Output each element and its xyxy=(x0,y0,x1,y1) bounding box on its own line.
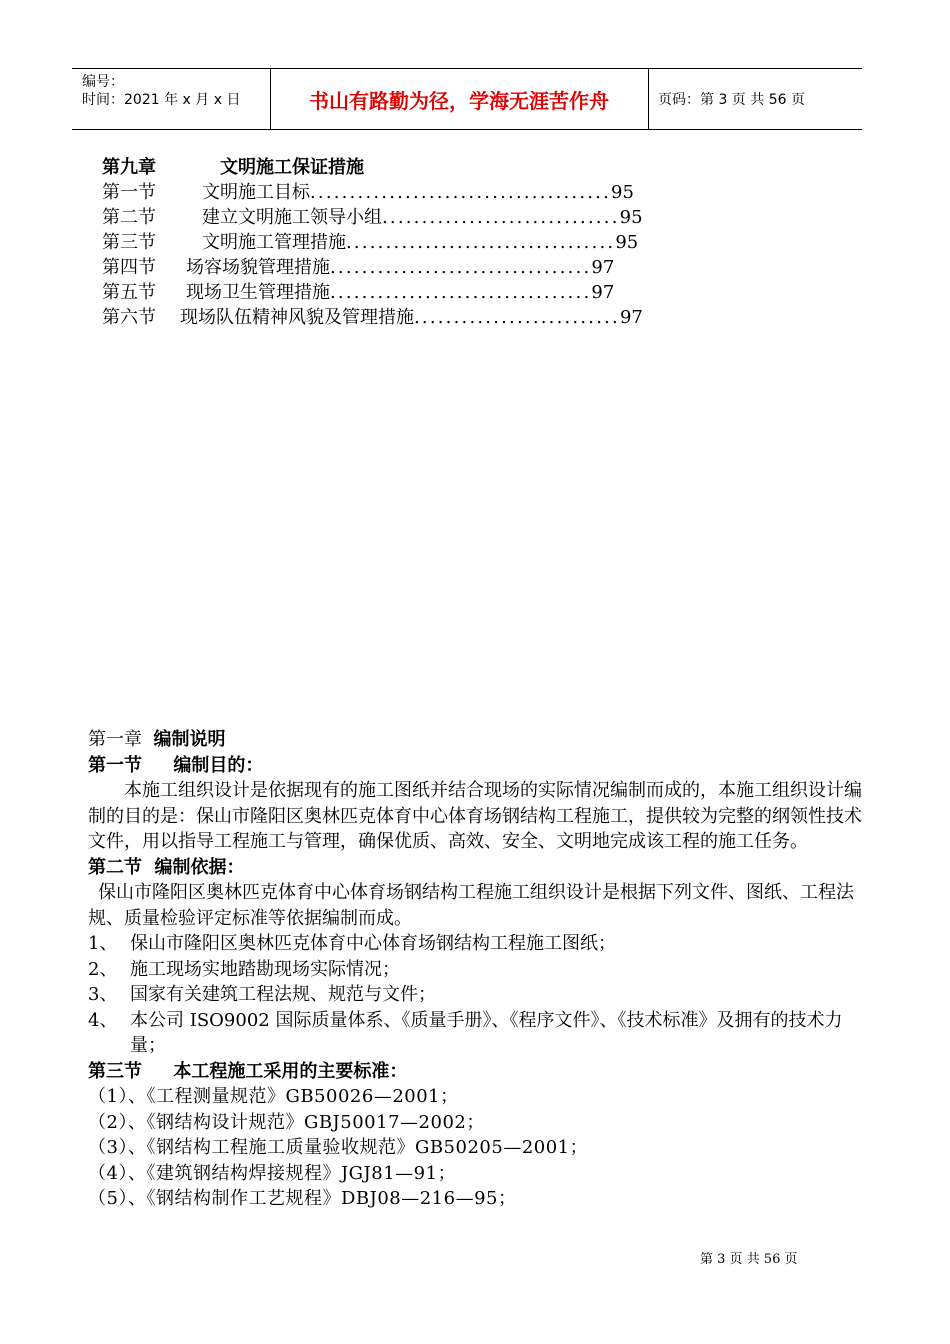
toc-section: 第五节 xyxy=(102,282,156,303)
toc-leader: .............................. xyxy=(382,207,620,228)
toc-page: 95 xyxy=(615,232,639,253)
section-num: 第一节 xyxy=(88,754,142,776)
chapter-title: 编制说明 xyxy=(153,729,226,750)
list-text: 保山市隆阳区奥林匹克体育中心体育场钢结构工程施工图纸； xyxy=(130,933,616,954)
toc-title: 建立文明施工领导小组 xyxy=(202,207,382,228)
section-title: 本工程施工采用的主要标准： xyxy=(173,1060,408,1082)
standard-item: （2）、《钢结构设计规范》GBJ50017—2002； xyxy=(88,1111,485,1133)
toc-leader: ................................. xyxy=(330,282,592,303)
toc-title: 文明施工管理措施 xyxy=(202,232,346,253)
list-text: 国家有关建筑工程法规、规范与文件； xyxy=(130,984,436,1005)
doc-time-label: 时间：2021 年 x 月 x 日 xyxy=(82,92,241,108)
toc-title: 文明施工目标 xyxy=(202,182,310,203)
toc-section: 第二节 xyxy=(102,207,156,228)
toc-item[interactable] xyxy=(102,205,643,230)
purpose-paragraph: 本施工组织设计是依据现有的施工图纸并结合现场的实际情况编制而成的，本施工组织设计编制的目的是：保山市隆阳区奥林匹克体育中心体育场钢结构工程施工，提供较为完整的纲领性技术文件，用以指导工程施工与管理，确保优质、高效、安全、文明地完成该工程的施工任务。 xyxy=(88,780,862,852)
standard-item: （1）、《工程测量规范》GB50026—2001； xyxy=(88,1086,459,1107)
section-heading xyxy=(88,1059,868,1085)
standard-item: （3）、《钢结构工程施工质量验收规范》GB50205—2001； xyxy=(88,1137,589,1158)
toc-leader: ...................................... xyxy=(310,182,612,203)
toc-item[interactable] xyxy=(102,305,643,330)
toc-page: 95 xyxy=(619,207,643,228)
chapter-num: 第一章 xyxy=(88,729,142,750)
toc-chapter-title: 文明施工保证措施 xyxy=(220,157,364,178)
toc-page: 97 xyxy=(619,307,643,328)
toc-title: 现场队伍精神风貌及管理措施 xyxy=(180,307,414,328)
toc-leader: ................................. xyxy=(330,257,592,278)
basis-paragraph: 保山市隆阳区奥林匹克体育中心体育场钢结构工程施工组织设计是根据下列文件、图纸、工程法规、质量检验评定标准等依据编制而成。 xyxy=(88,882,854,929)
header-motto: 书山有路勤为径，学海无涯苦作舟 xyxy=(270,69,649,129)
toc-section: 第三节 xyxy=(102,232,156,253)
main-content xyxy=(88,727,868,1212)
list-number: 1、 xyxy=(88,933,118,954)
toc-leader: .......................... xyxy=(414,307,620,328)
toc-page: 97 xyxy=(591,257,615,278)
list-number: 4、 xyxy=(88,1009,118,1031)
toc-item[interactable] xyxy=(102,180,634,205)
toc-chapter-heading xyxy=(102,153,364,179)
section-heading xyxy=(88,753,868,779)
section-heading xyxy=(88,855,868,881)
page-header xyxy=(72,68,862,130)
list-text: 施工现场实地踏勘现场实际情况； xyxy=(130,958,400,980)
section-num: 第二节 xyxy=(88,856,142,878)
header-page-label: 页码：第 3 页 共 56 页 xyxy=(658,92,805,108)
toc-item[interactable] xyxy=(102,230,638,255)
section-num: 第三节 xyxy=(88,1060,142,1082)
standard-item: （4）、《建筑钢结构焊接规程》JGJ81—91； xyxy=(88,1162,457,1184)
toc-section: 第六节 xyxy=(102,307,156,328)
list-number: 2、 xyxy=(88,958,118,980)
toc-page: 95 xyxy=(611,182,634,203)
toc-chapter-num: 第九章 xyxy=(102,157,156,178)
chapter-heading xyxy=(88,727,868,753)
standard-item: （5）、《钢结构制作工艺规程》DBJ08—216—95； xyxy=(88,1188,517,1209)
toc-title: 现场卫生管理措施 xyxy=(186,282,330,303)
list-item xyxy=(88,957,868,983)
list-text: 本公司 ISO9002 国际质量体系、《质量手册》、《程序文件》、《技术标准》及拥有的技术力量； xyxy=(130,1009,843,1056)
list-item xyxy=(88,982,868,1008)
toc-leader: .................................. xyxy=(346,232,616,253)
doc-number-label: 编号： xyxy=(82,74,124,90)
toc-section: 第一节 xyxy=(102,182,156,203)
toc-item[interactable] xyxy=(102,255,614,280)
list-number: 3、 xyxy=(88,984,118,1005)
toc-page: 97 xyxy=(591,282,615,303)
section-title: 编制依据： xyxy=(154,856,245,878)
toc-item[interactable] xyxy=(102,280,614,305)
toc-title: 场容场貌管理措施 xyxy=(186,257,330,278)
toc-section: 第四节 xyxy=(102,257,156,278)
page-footer: 第 3 页 共 56 页 xyxy=(700,1252,798,1267)
list-item xyxy=(88,931,868,957)
section-title: 编制目的： xyxy=(173,754,264,776)
list-item xyxy=(88,1008,868,1059)
header-meta xyxy=(72,69,271,129)
